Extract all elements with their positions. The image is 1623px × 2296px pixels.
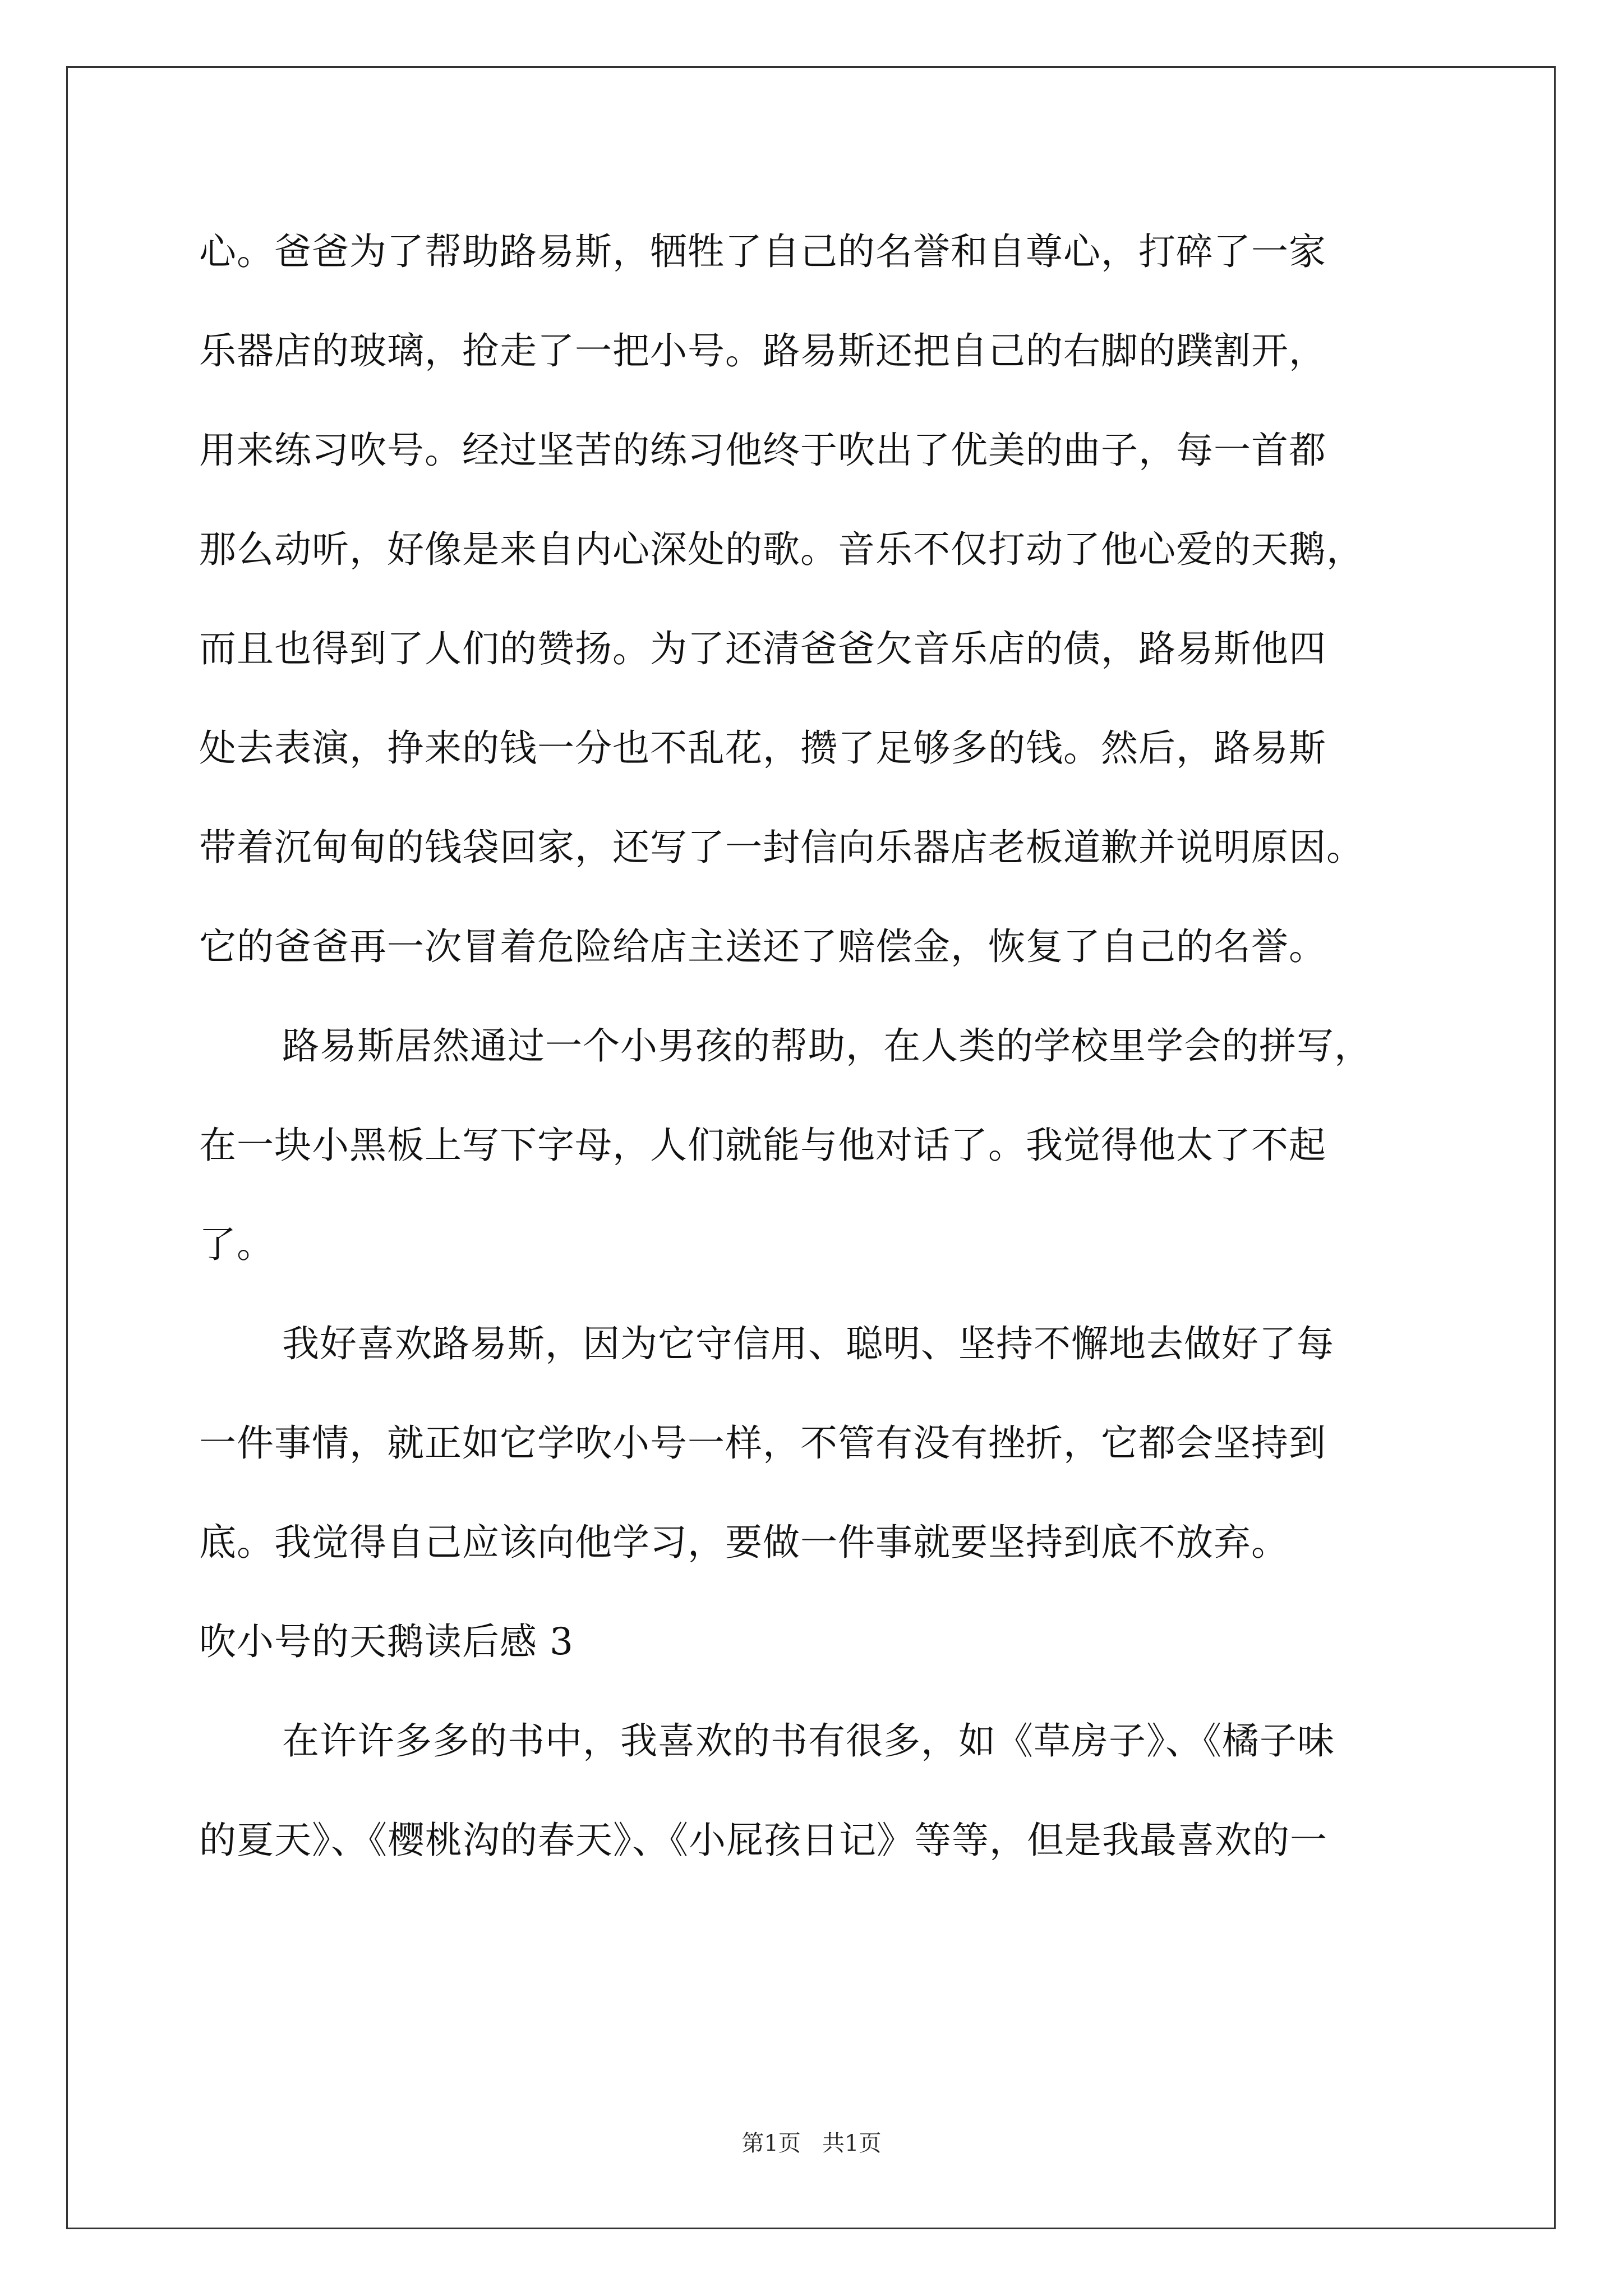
text-line: 那么动听，好像是来自内心深处的歌。音乐不仅打动了他心爱的天鹅，	[199, 528, 1364, 571]
text-line: 底。我觉得自己应该向他学习，要做一件事就要坚持到底不放弃。	[199, 1521, 1289, 1564]
text-line: 一件事情，就正如它学吹小号一样，不管有没有挫折，它都会坚持到	[199, 1421, 1326, 1465]
page-footer: 第1页 共1页	[741, 2131, 882, 2156]
text-line: 心。爸爸为了帮助路易斯，牺牲了自己的名誉和自尊心，打碎了一家	[199, 230, 1326, 273]
paragraph-start-line: 路易斯居然通过一个小男孩的帮助，在人类的学校里学会的拼写，	[282, 1024, 1372, 1068]
text-line: 乐器店的玻璃，抢走了一把小号。路易斯还把自己的右脚的蹼割开，	[199, 329, 1326, 372]
text-line: 了。	[199, 1223, 274, 1266]
text-line: 处去表演，挣来的钱一分也不乱花，攒了足够多的钱。然后，路易斯	[199, 726, 1326, 770]
text-line: 的夏天》、《樱桃沟的春天》、《小屁孩日记》等等，但是我最喜欢的一	[199, 1819, 1327, 1862]
paragraph-start-line: 我好喜欢路易斯，因为它守信用、聪明、坚持不懈地去做好了每	[282, 1322, 1334, 1365]
text-line: 用来练习吹号。经过坚苦的练习他终于吹出了优美的曲子，每一首都	[199, 429, 1326, 472]
text-line: 带着沉甸甸的钱袋回家，还写了一封信向乐器店老板道歉并说明原因。	[199, 826, 1364, 869]
paragraph-start-line: 在许许多多的书中，我喜欢的书有很多，如《草房子》、《橘子味	[282, 1719, 1335, 1763]
document-body	[199, 221, 1450, 1909]
section-heading: 吹小号的天鹅读后感 3	[199, 1620, 574, 1663]
text-line: 它的爸爸再一次冒着危险给店主送还了赔偿金，恢复了自己的名誉。	[199, 925, 1326, 968]
text-line: 在一块小黑板上写下字母，人们就能与他对话了。我觉得他太了不起	[199, 1124, 1326, 1167]
text-line: 而且也得到了人们的赞扬。为了还清爸爸欠音乐店的债，路易斯他四	[199, 627, 1326, 670]
